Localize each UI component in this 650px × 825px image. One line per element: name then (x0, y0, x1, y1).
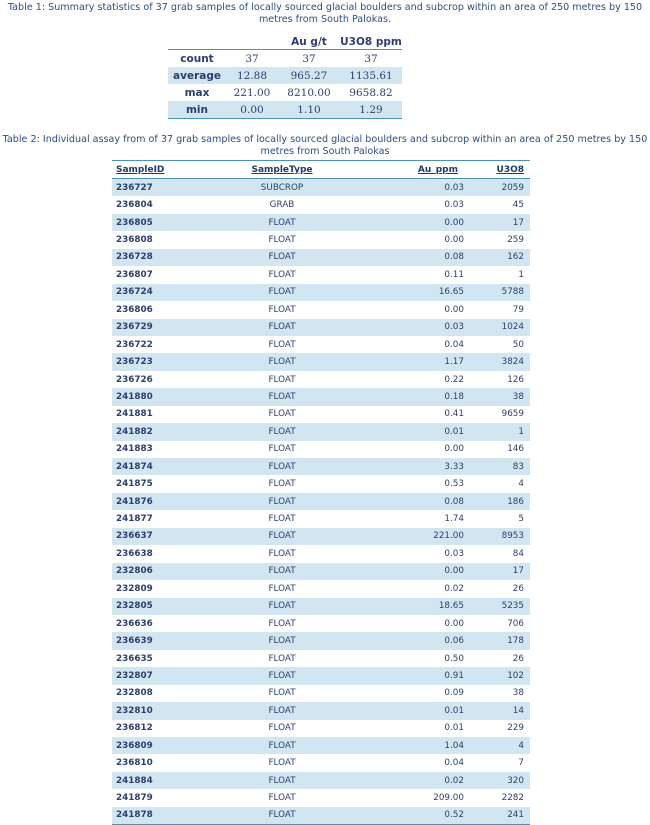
sample-id-cell: 236637 (112, 528, 202, 545)
table-row (112, 772, 530, 789)
u3o8-cell: 8953 (470, 528, 530, 545)
au-ppm-cell: 18.65 (362, 598, 470, 615)
u3o8-cell: 706 (507, 618, 524, 629)
au-ppm-cell: 1.74 (444, 514, 464, 525)
u3o8-cell: 162 (470, 249, 530, 266)
sample-id-cell: 236806 (116, 304, 153, 315)
sample-id-cell: 236635 (116, 653, 153, 664)
summary-cell: 9658.82 (349, 86, 393, 99)
u3o8-cell: 7 (518, 758, 524, 769)
table-row (112, 650, 530, 667)
sample-type-cell: FLOAT (202, 493, 362, 510)
sample-id-cell: 241875 (116, 479, 153, 490)
u3o8-cell: 1 (470, 423, 530, 440)
u3o8-cell: 126 (507, 374, 524, 385)
table-row (112, 702, 530, 719)
table-row (112, 807, 530, 825)
u3o8-cell: 229 (507, 723, 524, 734)
sample-id-cell: 236636 (116, 618, 153, 629)
sample-type-cell: FLOAT (268, 409, 296, 420)
sample-type-cell: FLOAT (202, 214, 362, 231)
au-ppm-cell: 0.01 (362, 423, 470, 440)
sample-type-cell: FLOAT (268, 269, 296, 280)
sample-type-cell: FLOAT (202, 772, 362, 789)
au-ppm-cell: 16.65 (362, 284, 470, 301)
sample-id-cell: 241880 (112, 388, 202, 405)
au-ppm-cell: 0.03 (362, 179, 470, 197)
summary-row (168, 50, 402, 68)
table2-caption-line-2: metres from South Palokas (260, 145, 390, 157)
summary-table-body (168, 50, 402, 119)
au-ppm-cell: 221.00 (362, 528, 470, 545)
header-au-ppm: Au_ppm (362, 161, 470, 179)
sample-id-cell: 236810 (116, 758, 153, 769)
table-row (112, 353, 530, 370)
summary-stat-label: max (184, 86, 210, 99)
sample-type-cell: FLOAT (268, 793, 296, 804)
u3o8-cell: 241 (470, 807, 530, 825)
sample-id-cell: 236808 (116, 235, 153, 246)
sample-id-cell: 232806 (112, 563, 202, 580)
table2-caption-line-1: Table 2: Individual assay from of 37 grab samples of locally sourced glacial boulders and subcrop within an area of 250 metres by 150 (2, 134, 648, 145)
u3o8-cell: 102 (470, 667, 530, 684)
summary-stat-label: count (180, 52, 214, 65)
sample-id-cell: 236727 (112, 179, 202, 197)
table-row (112, 441, 530, 458)
sample-id-cell: 232808 (116, 688, 153, 699)
summary-header-au: Au g/t (278, 34, 340, 50)
header-sample-type: SampleType (202, 161, 362, 179)
header-sample-id: SampleID (112, 161, 202, 179)
au-ppm-cell: 0.08 (362, 249, 470, 266)
u3o8-cell: 26 (512, 653, 524, 664)
au-ppm-cell: 0.03 (444, 548, 464, 559)
table-row (112, 301, 530, 318)
u3o8-cell: 3824 (470, 353, 530, 370)
sample-id-cell: 236726 (116, 374, 153, 385)
au-ppm-cell: 0.06 (362, 632, 470, 649)
sample-id-cell: 241884 (112, 772, 202, 789)
table-row (112, 231, 530, 248)
summary-cell: 1135.61 (340, 67, 402, 84)
sample-id-cell: 241878 (112, 807, 202, 825)
u3o8-cell: 2282 (501, 793, 524, 804)
table-row (112, 475, 530, 492)
assay-header-row (112, 161, 530, 179)
sample-id-cell: 232810 (112, 702, 202, 719)
sample-id-cell: 241881 (116, 409, 153, 420)
au-ppm-cell: 0.02 (444, 583, 464, 594)
u3o8-cell: 4 (518, 479, 524, 490)
au-ppm-cell: 0.00 (362, 214, 470, 231)
sample-id-cell: 236805 (112, 214, 202, 231)
sample-id-cell: 241879 (116, 793, 153, 804)
au-ppm-cell: 0.22 (444, 374, 464, 385)
sample-type-cell: FLOAT (268, 444, 296, 455)
sample-type-cell: FLOAT (202, 388, 362, 405)
summary-cell: 37 (364, 52, 378, 65)
summary-cell: 0.00 (226, 101, 278, 119)
summary-cell: 965.27 (278, 67, 340, 84)
sample-type-cell: FLOAT (202, 632, 362, 649)
u3o8-cell: 2059 (470, 179, 530, 197)
u3o8-cell: 5788 (470, 284, 530, 301)
sample-type-cell: FLOAT (268, 514, 296, 525)
summary-cell: 37 (302, 52, 316, 65)
table-row (112, 685, 530, 702)
table-row (112, 458, 530, 475)
table2-caption (0, 134, 650, 157)
sample-id-cell: 236729 (112, 319, 202, 336)
table-row (112, 336, 530, 353)
sample-id-cell: 236807 (116, 269, 153, 280)
au-ppm-cell: 0.53 (444, 479, 464, 490)
table-row (112, 563, 530, 580)
u3o8-cell: 186 (470, 493, 530, 510)
sample-id-cell: 236812 (116, 723, 153, 734)
table-row (112, 789, 530, 806)
u3o8-cell: 178 (470, 632, 530, 649)
au-ppm-cell: 0.01 (362, 702, 470, 719)
au-ppm-cell: 0.02 (362, 772, 470, 789)
u3o8-cell: 5 (518, 514, 524, 525)
au-ppm-cell: 0.91 (362, 667, 470, 684)
sample-id-cell: 236723 (112, 353, 202, 370)
sample-id-cell: 236639 (112, 632, 202, 649)
table1-caption-line-2: metres from South Palokas. (258, 13, 392, 25)
table-row (112, 388, 530, 405)
sample-type-cell: FLOAT (268, 758, 296, 769)
summary-header-cell (168, 34, 226, 50)
table-row (112, 423, 530, 440)
header-u3o8: U3O8 (470, 161, 530, 179)
individual-assay-table (112, 160, 530, 825)
sample-id-cell: 232809 (116, 583, 153, 594)
sample-type-cell: FLOAT (202, 598, 362, 615)
sample-type-cell: FLOAT (268, 304, 296, 315)
u3o8-cell: 4 (470, 737, 530, 754)
sample-id-cell: 236638 (116, 548, 153, 559)
table1-caption-line-1: Table 1: Summary statistics of 37 grab samples of locally sourced glacial boulders and subcrop within an area of 250 metres by 150 (7, 2, 643, 13)
table-row (112, 249, 530, 266)
sample-id-cell: 241882 (112, 423, 202, 440)
table-row (112, 720, 530, 737)
summary-header-u3o8: U3O8 ppm (340, 35, 402, 48)
sample-id-cell: 241876 (112, 493, 202, 510)
sample-type-cell: FLOAT (268, 339, 296, 350)
sample-id-cell: 232807 (112, 667, 202, 684)
sample-type-cell: FLOAT (202, 807, 362, 825)
au-ppm-cell: 1.04 (362, 737, 470, 754)
u3o8-cell: 320 (470, 772, 530, 789)
u3o8-cell: 259 (507, 235, 524, 246)
sample-id-cell: 232805 (112, 598, 202, 615)
u3o8-cell: 84 (512, 548, 524, 559)
sample-type-cell: FLOAT (202, 319, 362, 336)
au-ppm-cell: 0.00 (362, 563, 470, 580)
au-ppm-cell: 209.00 (433, 793, 464, 804)
sample-type-cell: FLOAT (268, 688, 296, 699)
sample-type-cell: GRAB (269, 200, 295, 211)
sample-type-cell: FLOAT (202, 284, 362, 301)
sample-type-cell: FLOAT (202, 353, 362, 370)
u3o8-cell: 17 (470, 563, 530, 580)
au-ppm-cell: 0.03 (362, 319, 470, 336)
table-row (112, 371, 530, 388)
sample-id-cell: 241883 (116, 444, 153, 455)
summary-row (168, 101, 402, 119)
summary-stat-label: min (168, 101, 226, 119)
u3o8-cell: 38 (470, 388, 530, 405)
u3o8-cell: 14 (470, 702, 530, 719)
sample-type-cell: FLOAT (268, 479, 296, 490)
table-row (112, 598, 530, 615)
sample-type-cell: FLOAT (268, 374, 296, 385)
table-row (112, 406, 530, 423)
table-row (112, 214, 530, 231)
table-row (112, 667, 530, 684)
au-ppm-cell: 0.00 (444, 304, 464, 315)
sample-type-cell: SUBCROP (202, 179, 362, 197)
au-ppm-cell: 0.00 (444, 618, 464, 629)
summary-stat-label: average (168, 67, 226, 84)
au-ppm-cell: 0.50 (444, 653, 464, 664)
au-ppm-cell: 0.41 (444, 409, 464, 420)
sample-type-cell: FLOAT (268, 618, 296, 629)
summary-cell: 12.88 (226, 67, 278, 84)
table-row (112, 510, 530, 527)
table-row (112, 528, 530, 545)
au-ppm-cell: 0.08 (362, 493, 470, 510)
summary-cell: 221.00 (233, 86, 271, 99)
sample-type-cell: FLOAT (202, 423, 362, 440)
sample-type-cell: FLOAT (268, 583, 296, 594)
sample-id-cell: 236728 (112, 249, 202, 266)
u3o8-cell: 83 (470, 458, 530, 475)
table-row (112, 284, 530, 301)
table-row (112, 493, 530, 510)
sample-id-cell: 236809 (112, 737, 202, 754)
u3o8-cell: 1024 (470, 319, 530, 336)
sample-id-cell: 241877 (116, 514, 153, 525)
u3o8-cell: 1 (518, 269, 524, 280)
u3o8-cell: 26 (512, 583, 524, 594)
au-ppm-cell: 0.18 (362, 388, 470, 405)
sample-type-cell: FLOAT (202, 458, 362, 475)
summary-cell: 1.10 (278, 101, 340, 119)
sample-id-cell: 236722 (116, 339, 153, 350)
au-ppm-cell: 0.03 (444, 200, 464, 211)
table-row (112, 179, 530, 197)
au-ppm-cell: 1.17 (362, 353, 470, 370)
u3o8-cell: 5235 (470, 598, 530, 615)
u3o8-cell: 17 (470, 214, 530, 231)
sample-type-cell: FLOAT (202, 249, 362, 266)
u3o8-cell: 146 (507, 444, 524, 455)
summary-cell: 1.29 (340, 101, 402, 119)
summary-row (168, 67, 402, 84)
table-row (112, 196, 530, 213)
au-ppm-cell: 3.33 (362, 458, 470, 475)
au-ppm-cell: 0.52 (362, 807, 470, 825)
table-row (112, 580, 530, 597)
summary-header-row (168, 34, 402, 50)
sample-id-cell: 236804 (116, 200, 153, 211)
table-row (112, 266, 530, 283)
summary-cell: 37 (245, 52, 259, 65)
sample-type-cell: FLOAT (268, 653, 296, 664)
sample-type-cell: FLOAT (202, 702, 362, 719)
assay-table-body (112, 179, 530, 825)
au-ppm-cell: 0.04 (444, 339, 464, 350)
table-row (112, 632, 530, 649)
summary-header-cell (226, 34, 278, 50)
sample-id-cell: 236724 (112, 284, 202, 301)
u3o8-cell: 38 (512, 688, 524, 699)
au-ppm-cell: 0.00 (444, 235, 464, 246)
u3o8-cell: 9659 (501, 409, 524, 420)
sample-type-cell: FLOAT (202, 563, 362, 580)
summary-statistics-table (168, 34, 402, 119)
table-row (112, 737, 530, 754)
sample-type-cell: FLOAT (202, 737, 362, 754)
table-row (112, 319, 530, 336)
au-ppm-cell: 0.09 (444, 688, 464, 699)
sample-type-cell: FLOAT (268, 548, 296, 559)
table-row (112, 754, 530, 771)
sample-type-cell: FLOAT (268, 235, 296, 246)
table1-caption (0, 2, 650, 25)
table-row (112, 615, 530, 632)
summary-row (168, 84, 402, 101)
sample-type-cell: FLOAT (268, 723, 296, 734)
u3o8-cell: 79 (512, 304, 524, 315)
sample-id-cell: 241874 (112, 458, 202, 475)
au-ppm-cell: 0.11 (444, 269, 464, 280)
table-row (112, 545, 530, 562)
au-ppm-cell: 0.04 (444, 758, 464, 769)
u3o8-cell: 45 (512, 200, 524, 211)
summary-cell: 8210.00 (287, 86, 331, 99)
sample-type-cell: FLOAT (202, 667, 362, 684)
u3o8-cell: 50 (512, 339, 524, 350)
au-ppm-cell: 0.00 (444, 444, 464, 455)
sample-type-cell: FLOAT (202, 528, 362, 545)
au-ppm-cell: 0.01 (444, 723, 464, 734)
